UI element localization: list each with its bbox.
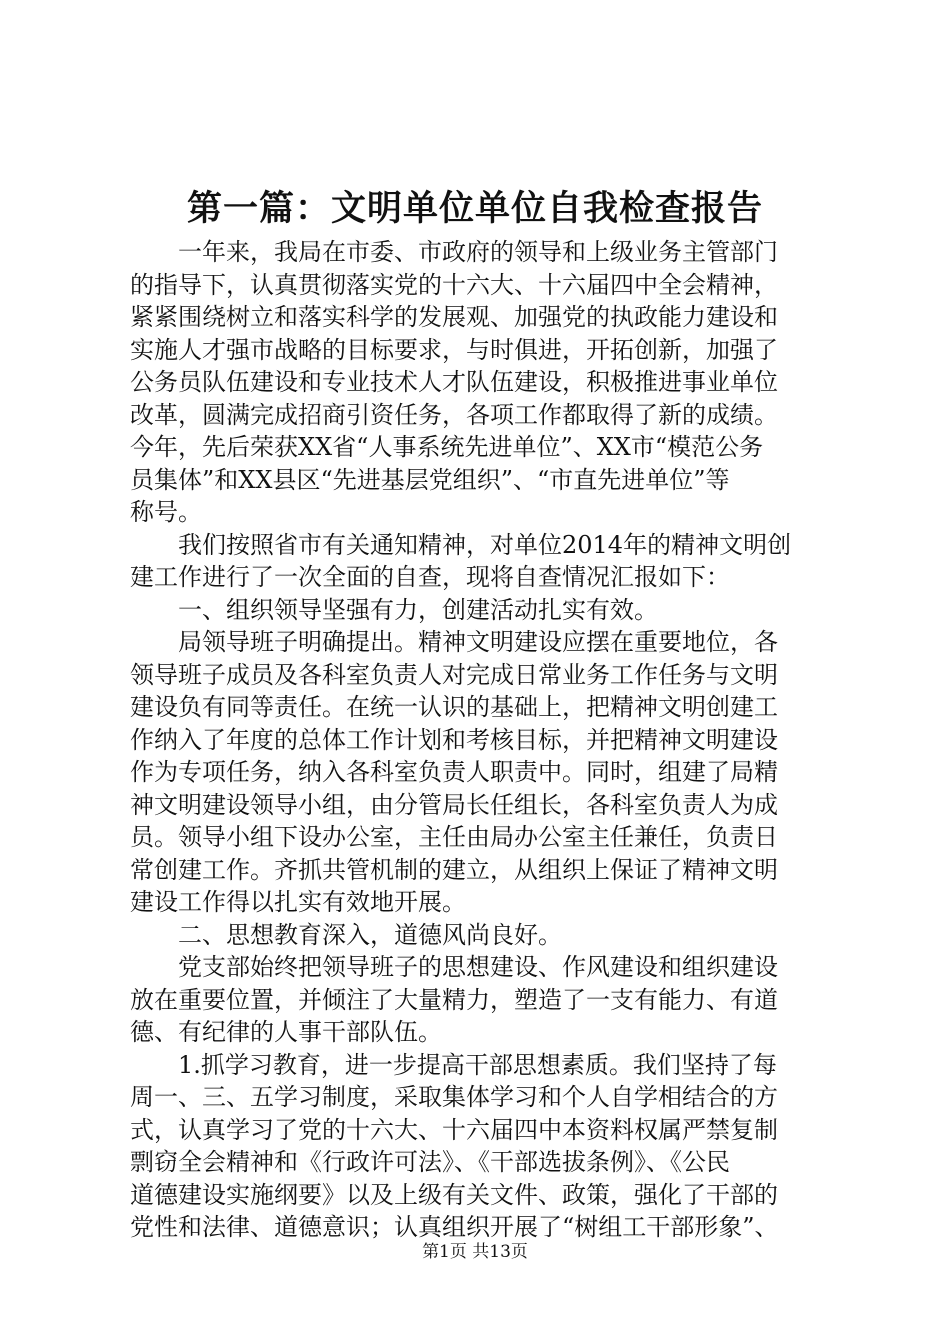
text-line: 员。领导小组下设办公室，主任由局办公室主任兼任，负责日 (130, 823, 778, 851)
text-line: 德、有纪律的人事干部队伍。 (130, 1018, 442, 1046)
text-line: 公务员队伍建设和专业技术人才队伍建设，积极推进事业单位 (130, 368, 778, 396)
text-line: 作为专项任务，纳入各科室负责人职责中。同时，组建了局精 (130, 758, 778, 786)
text-line: 紧紧围绕树立和落实科学的发展观、加强党的执政能力建设和 (130, 303, 778, 331)
text-line: 道德建设实施纲要》以及上级有关文件、政策，强化了干部的 (130, 1180, 778, 1209)
text-line: 放在重要位置，并倾注了大量精力，塑造了一支有能力、有道 (130, 985, 778, 1014)
text-line: 我们按照省市有关通知精神，对单位2014年的精神文明创 (178, 530, 792, 559)
text-line: 改革，圆满完成招商引资任务，各项工作都取得了新的成绩。 (130, 400, 778, 429)
text-line: 1.抓学习教育，进一步提高干部思想素质。我们坚持了每 (178, 1050, 777, 1079)
text-line: 党支部始终把领导班子的思想建设、作风建设和组织建设 (178, 953, 778, 981)
text-line: 员集体”和XX县区“先进基层党组织”、“市直先进单位”等 (130, 465, 730, 494)
page-number-footer: 第1页 共13页 (422, 1242, 528, 1262)
section-heading: 一、组织领导坚强有力，创建活动扎实有效。 (178, 595, 658, 624)
text-line: 剽窃全会精神和《行政许可法》、《干部选拔条例》、《公民 (130, 1148, 730, 1176)
text-line: 常创建工作。齐抓共管机制的建立，从组织上保证了精神文明 (130, 855, 778, 884)
text-line: 作纳入了年度的总体工作计划和考核目标，并把精神文明建设 (130, 725, 778, 754)
text-line: 实施人才强市战略的目标要求，与时俱进，开拓创新，加强了 (130, 335, 778, 364)
text-line: 式，认真学习了党的十六大、十六届四中本资料权属严禁复制 (130, 1115, 778, 1144)
document-title: 第一篇：文明单位单位自我检查报告 (186, 188, 763, 229)
text-line: 建设工作得以扎实有效地开展。 (130, 888, 466, 916)
text-line: 局领导班子明确提出。精神文明建设应摆在重要地位，各 (178, 628, 778, 656)
section-heading: 二、思想教育深入，道德风尚良好。 (178, 920, 562, 949)
text-line: 党性和法律、道德意识；认真组织开展了“树组工干部形象”、 (130, 1213, 779, 1241)
text-line: 一年来，我局在市委、市政府的领导和上级业务主管部门 (178, 238, 778, 266)
text-line: 的指导下，认真贯彻落实党的十六大、十六届四中全会精神， (130, 270, 778, 299)
text-line: 建设负有同等责任。在统一认识的基础上，把精神文明创建工 (130, 693, 778, 721)
text-line: 周一、三、五学习制度，采取集体学习和个人自学相结合的方 (130, 1083, 778, 1111)
text-line: 领导班子成员及各科室负责人对完成日常业务工作任务与文明 (130, 660, 778, 689)
text-line: 今年，先后荣获XX省“人事系统先进单位”、XX市“模范公务 (130, 433, 764, 461)
text-line: 建工作进行了一次全面的自查，现将自查情况汇报如下： (130, 563, 730, 591)
document-body (130, 236, 832, 1244)
text-line: 称号。 (130, 498, 202, 526)
text-line: 神文明建设领导小组，由分管局长任组长，各科室负责人为成 (130, 790, 778, 819)
